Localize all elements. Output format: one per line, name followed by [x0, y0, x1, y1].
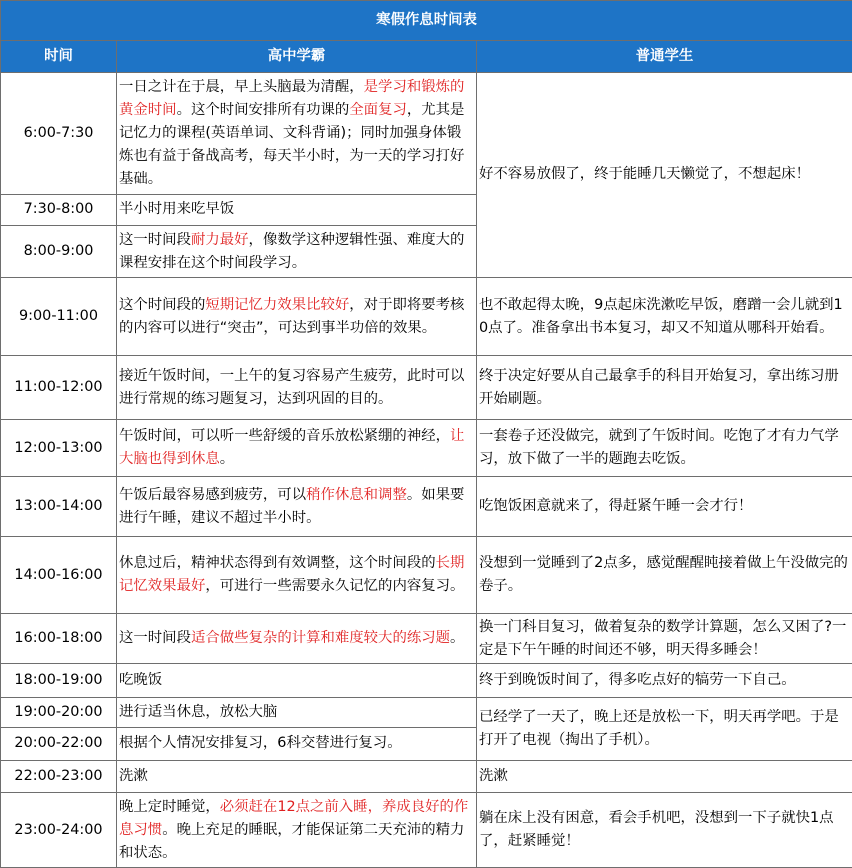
header-row	[1, 41, 852, 72]
top-student-cell	[117, 355, 477, 420]
time-cell: 6:00-7:30	[1, 72, 117, 194]
highlight-text: 耐力最好	[190, 231, 249, 248]
table-row	[1, 278, 852, 356]
time-cell: 20:00-22:00	[1, 727, 117, 760]
top-student-cell	[117, 664, 477, 697]
table-row	[1, 537, 852, 614]
normal-student-cell: 换一门科目复习，做着复杂的数学计算题，怎么又困了?一定是下午午睡的时间还不够，明天得多睡会！	[477, 613, 852, 663]
table-row	[1, 793, 852, 868]
cell-text: 一日之计在于晨，早上头脑最为清醒，	[119, 78, 364, 95]
table-title: 寒假作息时间表	[1, 1, 852, 41]
cell-text: 午饭后最容易感到疲劳，可以	[119, 486, 307, 503]
cell-text: 。这个时间安排所有功课的	[176, 101, 350, 118]
normal-student-cell: 已经学了一天了，晚上还是放松一下，明天再学吧。于是打开了电视（掏出了手机）。	[477, 697, 852, 761]
cell-text: 根据个人情况安排复习，6科交替进行复习。	[119, 735, 402, 752]
highlight-text: 是学习和锻炼的黄金时间	[119, 78, 465, 118]
table-row	[1, 72, 852, 194]
highlight-text: 短期记忆力效果比较好	[205, 296, 350, 313]
highlight-text: 让大脑也得到休息	[119, 428, 465, 468]
time-cell: 12:00-13:00	[1, 420, 117, 476]
top-student-cell	[117, 727, 477, 760]
highlight-text: 长期记忆效果最好	[119, 555, 465, 595]
cell-text: ，对于即将要考核的内容可以进行“突击”，可达到事半功倍的效果。	[119, 296, 465, 336]
time-cell: 8:00-9:00	[1, 225, 117, 277]
time-cell: 18:00-19:00	[1, 664, 117, 697]
normal-student-cell: 也不敢起得太晚，9点起床洗漱吃早饭，磨蹭一会儿就到10点了。准备拿出书本复习，却又不知道从哪科开始看。	[477, 278, 852, 356]
time-cell: 16:00-18:00	[1, 613, 117, 663]
cell-text: 半小时用来吃早饭	[119, 201, 235, 218]
normal-student-cell: 终于到晚饭时间了，得多吃点好的犒劳一下自己。	[477, 664, 852, 697]
header-normal-student: 普通学生	[477, 41, 852, 72]
top-student-cell	[117, 761, 477, 793]
table-row	[1, 476, 852, 536]
header-time: 时间	[1, 41, 117, 72]
cell-text: 接近午饭时间，一上午的复习容易产生疲劳，此时可以进行常规的练习题复习，达到巩固的目的。	[119, 367, 465, 407]
time-cell: 11:00-12:00	[1, 355, 117, 420]
time-cell: 9:00-11:00	[1, 278, 117, 356]
normal-student-cell: 好不容易放假了，终于能睡几天懒觉了，不想起床！	[477, 72, 852, 278]
title-row	[1, 1, 852, 41]
cell-text: 这一时间段	[119, 630, 191, 647]
cell-text: ，尤其是记忆力的课程(英语单词、文科背诵)；同时加强身体锻炼也有益于备战高考，每天半小时，为一天的学习打好基础。	[119, 101, 465, 187]
header-top-student: 高中学霸	[117, 41, 477, 72]
top-student-cell	[117, 72, 477, 194]
top-student-cell	[117, 697, 477, 727]
highlight-text: 必须赶在12点之前入睡，养成良好的作息习惯	[119, 798, 469, 838]
time-cell: 13:00-14:00	[1, 476, 117, 536]
cell-text: ，可进行一些需要永久记忆的内容复习。	[205, 578, 465, 595]
cell-text: 吃晚饭	[119, 671, 163, 688]
cell-text: 。	[450, 630, 465, 647]
time-cell: 19:00-20:00	[1, 697, 117, 727]
cell-text: 。	[219, 451, 235, 468]
table-row	[1, 613, 852, 663]
top-student-cell	[117, 476, 477, 536]
cell-text: 午饭时间，可以听一些舒缓的音乐放松紧绷的神经，	[119, 428, 450, 445]
top-student-cell	[117, 194, 477, 225]
time-cell: 14:00-16:00	[1, 537, 117, 614]
top-student-cell	[117, 537, 477, 614]
normal-student-cell: 吃饱饭困意就来了，得赶紧午睡一会才行！	[477, 476, 852, 536]
cell-text: 。晚上充足的睡眠，才能保证第二天充沛的精力和状态。	[119, 821, 465, 861]
cell-text: 。如果要进行午睡，建议不超过半小时。	[119, 486, 465, 526]
normal-student-cell: 终于决定好要从自己最拿手的科目开始复习，拿出练习册开始刷题。	[477, 355, 852, 420]
normal-student-cell: 没想到一觉睡到了2点多，感觉醒醒盹接着做上午没做完的卷子。	[477, 537, 852, 614]
top-student-cell	[117, 225, 477, 277]
top-student-cell	[117, 278, 477, 356]
cell-text: 这个时间段的	[119, 296, 206, 313]
normal-student-cell: 洗漱	[477, 761, 852, 793]
normal-student-cell: 躺在床上没有困意，看会手机吧，没想到一下子就快1点了，赶紧睡觉！	[477, 793, 852, 868]
cell-text: 休息过后，精神状态得到有效调整，这个时间段的	[119, 555, 436, 572]
time-cell: 7:30-8:00	[1, 194, 117, 225]
time-cell: 23:00-24:00	[1, 793, 117, 868]
highlight-text: 全面复习	[349, 101, 407, 118]
top-student-cell	[117, 420, 477, 476]
top-student-cell	[117, 613, 477, 663]
cell-text: 进行适当休息，放松大脑	[119, 703, 278, 720]
cell-text: 晚上定时睡觉，	[119, 798, 220, 815]
cell-text: 这一时间段	[119, 231, 191, 248]
table-row	[1, 761, 852, 793]
highlight-text: 适合做些复杂的计算和难度较大的练习题	[190, 630, 451, 647]
cell-text: 洗漱	[119, 768, 148, 785]
normal-student-cell: 一套卷子还没做完，就到了午饭时间。吃饱了才有力气学习，放下做了一半的题跑去吃饭。	[477, 420, 852, 476]
highlight-text: 稍作休息和调整	[306, 486, 407, 503]
top-student-cell	[117, 793, 477, 868]
table-row	[1, 697, 852, 727]
table-row	[1, 420, 852, 476]
table-row	[1, 355, 852, 420]
cell-text: ，像数学这种逻辑性强、难度大的课程安排在这个时间段学习。	[119, 231, 465, 271]
time-cell: 22:00-23:00	[1, 761, 117, 793]
table-row	[1, 664, 852, 697]
